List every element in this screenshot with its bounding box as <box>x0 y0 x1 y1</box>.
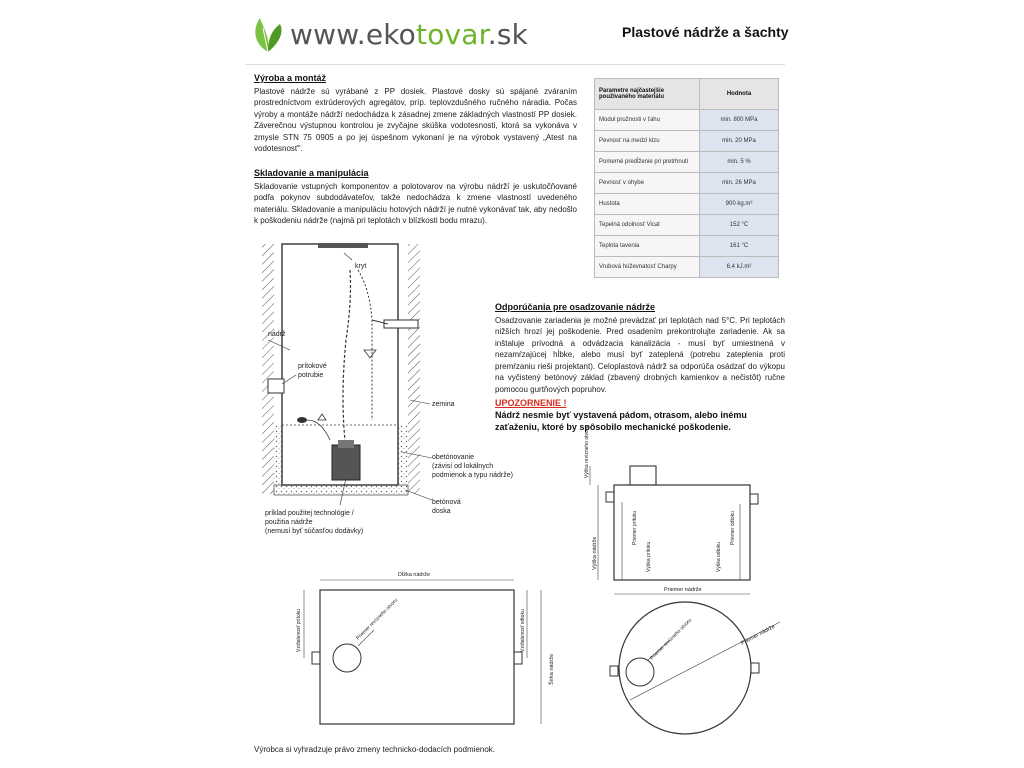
label-kryt: kryt <box>355 263 367 270</box>
label-dlzka-nadrze: Dĺžka nádrže <box>398 572 431 578</box>
label-obetonovanie: obetónovanie <box>432 454 475 461</box>
label-betonova: betónová <box>432 499 461 506</box>
footer-note: Výrobca si vyhradzuje právo zmeny technicko-dodacích podmienok. <box>254 745 496 754</box>
label-vyska-hrdla: Výška revízneho otvoru <box>584 425 590 478</box>
pump-body <box>332 445 360 480</box>
param-name: Tepelná odolnosť Vicat <box>595 215 700 236</box>
param-value: min. 5 % <box>700 152 779 173</box>
label-nadrz: nádrž <box>268 331 286 338</box>
tank-inlet-stub <box>606 492 614 502</box>
concrete-slab <box>274 485 408 495</box>
label-priemer-otvoru-plan: Priemer revízneho otvoru <box>355 597 400 642</box>
leader-kryt <box>344 253 352 260</box>
param-name: Pevnosť na medzi klzu <box>595 131 700 152</box>
manhole-circle <box>626 658 654 686</box>
top-outlet-stub <box>751 663 759 673</box>
section-text: Osadzovanie zariadenia je možné prevádzať pri teplotách nad 5°C. Pri teplotách nižších hrozí jej poškodenie. Pred osadením prekontrolujte zariadenie. Ak sa inštaluje prívodná a odvádzacia kanalizácia - musí byť umiestnená v nezamŕzajúcej hĺbke, alebo musí byť zateplená (potrebu zateplenia proti premŕzaniu rieši projektant). Celoplastová nádrž sa odporúča osádzať do výkopu na vyčistený betónový základ (zbavený drobných kamienkov a nečistôt) ručne pomocou gurtňových popruhov. <box>495 315 785 394</box>
param-value: min. 26 MPa <box>700 173 779 194</box>
warning-text: Nádrž nesmie byť vystavená pádom, otrasom, alebo inému zaťaženiu, ktoré by spôsobilo mechanické poškodenie. <box>495 410 747 432</box>
tank-cover <box>318 243 368 248</box>
pump-head <box>338 440 354 448</box>
label-pritokove: prítokové <box>298 363 327 370</box>
param-value: min. 800 MPa <box>700 110 779 131</box>
tank-outlet-stub <box>750 494 758 504</box>
logo-highlight: tovar <box>416 17 488 51</box>
document-title: Plastové nádrže a šachty <box>622 24 789 40</box>
label-potrubie: potrubie <box>298 372 324 379</box>
header-param: Parametre najčastejšie používaného materiálu <box>595 79 700 110</box>
discharge-line <box>358 270 372 420</box>
param-value: min. 20 MPa <box>700 131 779 152</box>
label-vzdialenost-odtoku: Vzdialenosť odtoku <box>520 609 526 652</box>
logo-suffix: .sk <box>487 17 529 51</box>
label-vyska-nadrze: Výška nádrže <box>592 536 598 570</box>
plan-outlet-stub <box>514 652 522 664</box>
section-heading: Odporúčania pre osadzovanie nádrže <box>495 302 656 312</box>
label-obetonovanie-note2: podmienok a typu nádrže) <box>432 472 513 479</box>
label-priemer-nadrze: Priemer nádrže <box>664 587 702 593</box>
valve-icon <box>364 350 376 358</box>
top-inlet-stub <box>610 666 618 676</box>
param-value: 152 °C <box>700 215 779 236</box>
param-name: Hustota <box>595 194 700 215</box>
label-priklad-2: použitia nádrže <box>265 519 313 526</box>
tank-side-view <box>584 426 758 594</box>
float-switch <box>297 417 307 423</box>
pump-hose <box>343 270 351 450</box>
tank-manhole <box>630 466 656 485</box>
header-value: Hodnota <box>700 79 779 110</box>
label-obetonovanie-note1: (závisí od lokálnych <box>432 463 494 470</box>
plan-manhole <box>333 644 361 672</box>
tank-top-view <box>610 602 780 734</box>
logo-prefix: www.eko <box>290 17 417 51</box>
concrete-right <box>398 425 408 487</box>
label-sirka-nadrze: Šírka nádrže <box>549 653 555 685</box>
label-priemer-odtoku: Priemer odtoku <box>730 511 736 545</box>
float-cable <box>300 420 330 440</box>
param-value: 900 kg.m³ <box>700 194 779 215</box>
plan-rectangle <box>320 590 514 724</box>
label-priemer-nadrze-top: Priemer nádrže <box>740 623 777 647</box>
water-level-marker <box>318 414 326 420</box>
ground-hatch-right <box>408 244 420 494</box>
param-name: Pomerné predĺženie pri pretrhnutí <box>595 152 700 173</box>
label-vyska-odtoku: Výška odtoku <box>716 541 722 572</box>
param-name: Teplota tavenia <box>595 236 700 257</box>
param-name: Pevnosť v ohybe <box>595 173 700 194</box>
param-value: 161 °C <box>700 236 779 257</box>
section-text: Skladovanie vstupných komponentov a polotovarov na výrobu nádrží je uskutočňované podľa pokynov subdodávateľov, takže nedochádza k zmene vlastností uvedeného materiálu. Skladovanie a manipuláciu hotových nádrží je nutné vykonávať tak, aby nedošlo k poškodeniu nádrže (najmä pri teplotách v blízkosti bodu mrazu). <box>254 181 577 225</box>
label-doska: doska <box>432 508 451 515</box>
section-text: Plastové nádrže sú vyrábané z PP dosiek. Plastové dosky sú spájané zváraním prostredníctvom extrúderových agregátov, príp. teplovzdušného ručného náradia. Počas výroby a montáže nádrží nedochádza k zásadnej zmene základných vlastností PP dosiek. Záverečnou výstupnou kontrolou je zvyčajne skúška vodotesnosti, ktorá sa vykonáva v zmysle STN 75 0905 a po jej úspešnom vykonaní je na výrobok vystavený „Atest na vodotesnosť“. <box>254 86 577 153</box>
label-priemer-otvoru: Priemer revízneho otvoru <box>649 617 694 662</box>
label-priemer-pritoku: Priemer prítoku <box>632 510 638 545</box>
param-name: Vrubová húževnatosť Charpy <box>595 257 700 278</box>
label-priklad-1: príklad použitej technológie / <box>265 510 354 517</box>
outlet-pipe <box>384 320 418 328</box>
section-heading: Výroba a montáž <box>254 73 327 83</box>
label-vzdialenost-pritoku: Vzdialenosť prítoku <box>296 608 302 652</box>
installation-diagram <box>262 243 513 535</box>
param-name: Modul pružnosti v ťahu <box>595 110 700 131</box>
label-priklad-3: (nemusí byť súčasťou dodávky) <box>265 528 364 535</box>
concrete-left <box>274 425 282 487</box>
label-vyska-pritoku: Výška prítoku <box>646 541 652 572</box>
inlet-pipe <box>268 379 284 393</box>
param-value: 6,4 kJ.m² <box>700 257 779 278</box>
label-zemina: zemina <box>432 401 455 408</box>
ground-hatch-left <box>262 244 274 494</box>
plan-inlet-stub <box>312 652 320 664</box>
tank-plan-view <box>296 571 555 724</box>
section-heading: Skladovanie a manipulácia <box>254 168 369 178</box>
warning-title: UPOZORNENIE ! <box>495 398 567 408</box>
